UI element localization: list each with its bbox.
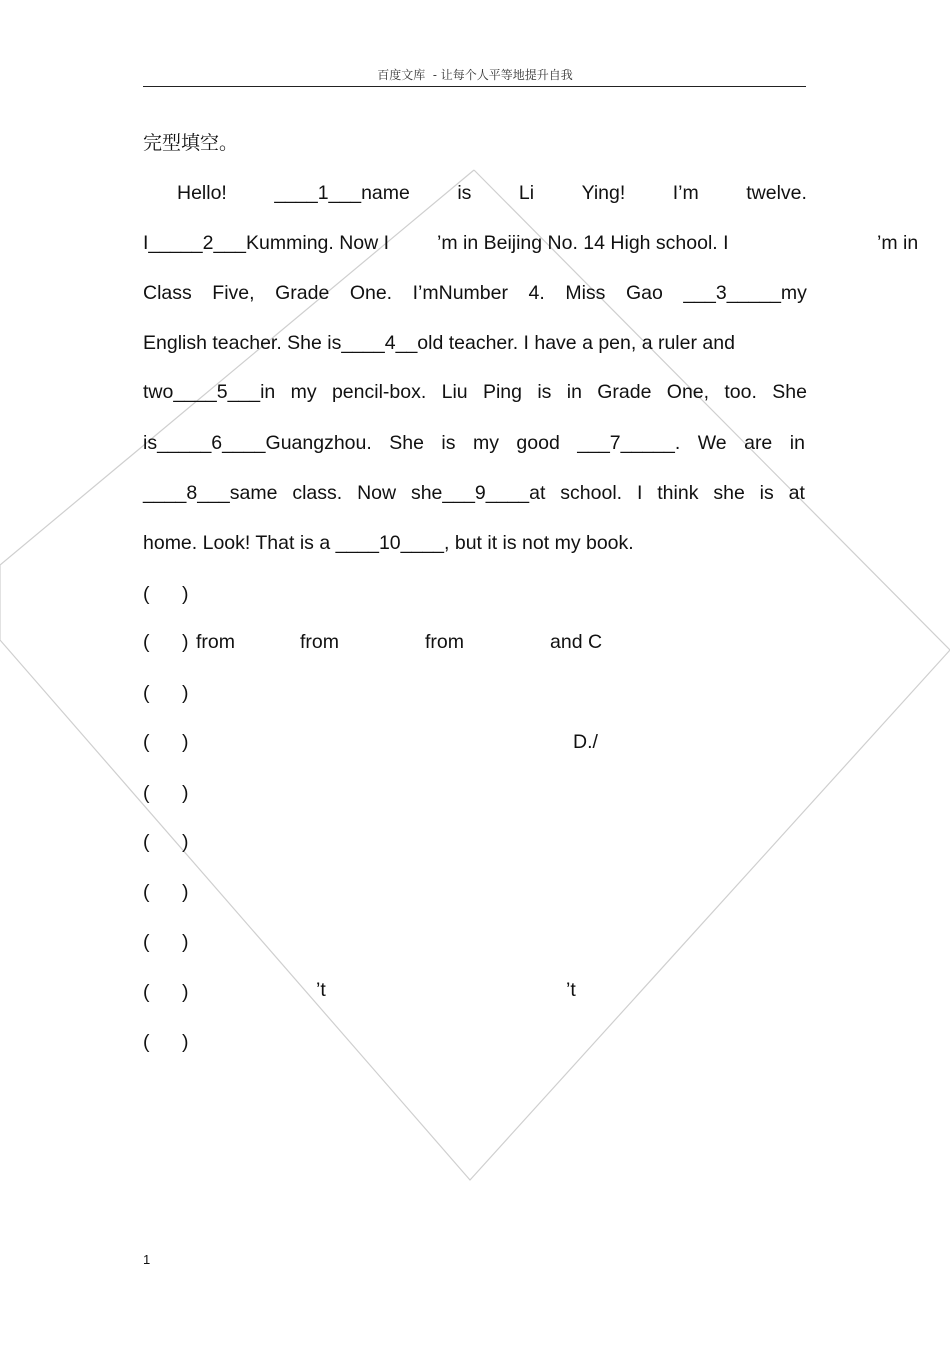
passage-line-2b: ’m in Beijing No. 14 High school. I [437, 232, 729, 254]
question-4-option-d: D./ [573, 731, 598, 753]
page-header: 百度文库 - 让每个人平等地提升自我 [377, 68, 573, 82]
passage-line-1: Hello! ____1___name is Li Ying! I’m twelve. [177, 182, 807, 204]
question-10-paren: ( ) [143, 1031, 189, 1053]
question-4-paren: ( ) [143, 731, 189, 753]
question-1-paren: ( ) [143, 583, 189, 605]
question-2-paren: ( ) [143, 631, 189, 653]
question-2-option-d: and C [550, 631, 603, 653]
question-6-paren: ( ) [143, 831, 189, 853]
section-title: 完型填空。 [143, 132, 239, 154]
question-9-mark-b: ’t [566, 979, 576, 1001]
question-8-paren: ( ) [143, 931, 189, 953]
question-3-paren: ( ) [143, 682, 189, 704]
header-rule [143, 86, 806, 87]
question-9-mark-a: ’t [316, 979, 326, 1001]
passage-line-2a: I_____2___Kumming. Now I [143, 232, 390, 254]
passage-line-2c: ’m in [877, 232, 919, 254]
passage-line-5: two____5___in my pencil-box. Liu Ping is in Grade One, too. She [143, 381, 807, 403]
question-2-option-c: from [425, 631, 464, 653]
passage-line-7: ____8___same class. Now she___9____at school. I think she is at [143, 482, 805, 504]
question-9-paren: ( ) [143, 981, 189, 1003]
passage-line-3: Class Five, Grade One. I’mNumber 4. Miss Gao ___3_____my [143, 282, 807, 304]
passage-line-8: home. Look! That is a ____10____, but it is not my book. [143, 532, 634, 554]
question-2-option-a: from [196, 631, 235, 653]
question-5-paren: ( ) [143, 782, 189, 804]
passage-line-4: English teacher. She is____4__old teacher. I have a pen, a ruler and [143, 332, 735, 354]
page-number: 1 [143, 1252, 151, 1267]
question-2-option-b: from [300, 631, 339, 653]
question-7-paren: ( ) [143, 881, 189, 903]
passage-line-6: is_____6____Guangzhou. She is my good ___7_____. We are in [143, 432, 805, 454]
